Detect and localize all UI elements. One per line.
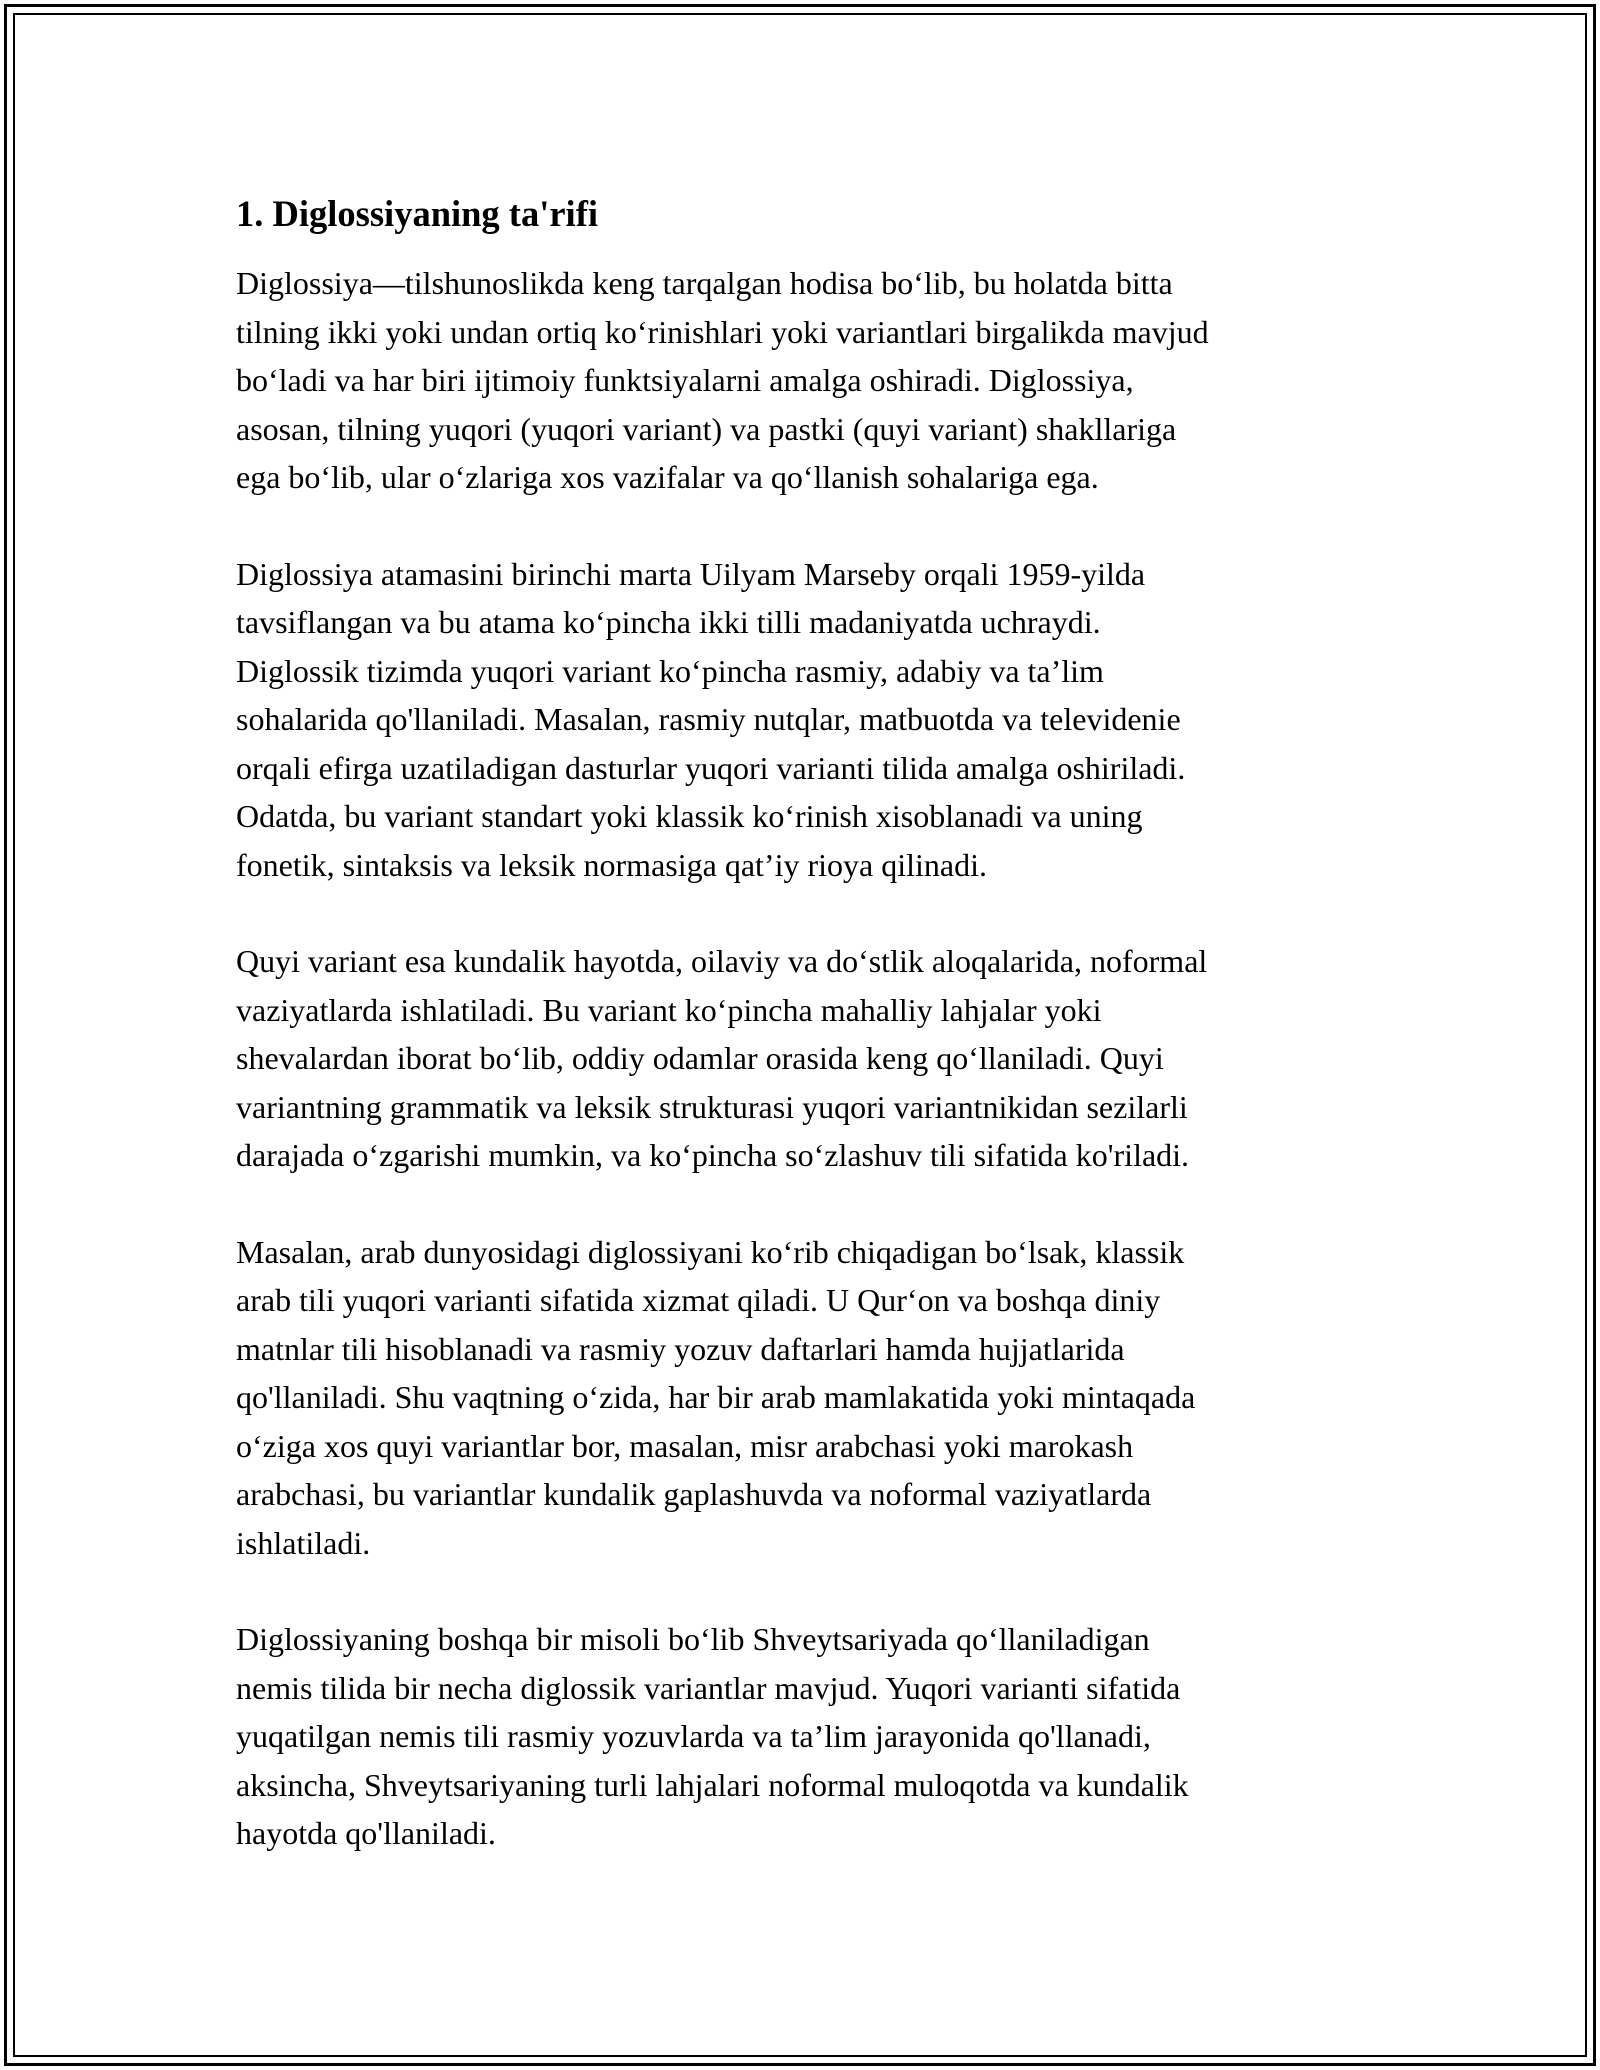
text-line: ega bo‘lib, ular o‘zlariga xos vazifalar va qo‘llanish sohalariga ega. <box>236 459 1099 495</box>
text-line: ishlatiladi. <box>236 1524 371 1561</box>
paragraph-history <box>236 550 1366 890</box>
text-line: vaziyatlarda ishlatiladi. Bu variant ko‘pincha mahalliy lahjalar yoki <box>236 991 1102 1028</box>
text-line: shevalardan iborat bo‘lib, oddiy odamlar orasida keng qo‘llaniladi. Quyi <box>236 1040 1164 1076</box>
text-line: Diglossiyaning boshqa bir misoli bo‘lib Shveytsariyada qo‘llaniladigan <box>236 1621 1150 1657</box>
text-line: asosan, tilning yuqori (yuqori variant) va pastki (quyi variant) shakllariga <box>236 410 1177 447</box>
text-line: nemis tilida bir necha diglossik variantlar mavjud. Yuqori varianti sifatida <box>236 1669 1181 1706</box>
paragraph-swiss-example <box>236 1615 1366 1858</box>
text-line: sohalarida qo'llaniladi. Masalan, rasmiy nutqlar, matbuotda va televidenie <box>236 701 1181 737</box>
text-line: fonetik, sintaksis va leksik normasiga qat’iy rioya qilinadi. <box>236 846 987 883</box>
text-line: Diglossik tizimda yuqori variant ko‘pincha rasmiy, adabiy va ta’lim <box>236 652 1104 689</box>
document-body <box>236 190 1366 1906</box>
text-line: matnlar tili hisoblanadi va rasmiy yozuv daftarlari hamda hujjatlarida <box>236 1330 1125 1367</box>
text-line: yuqatilgan nemis tili rasmiy yozuvlarda va ta’lim jarayonida qo'llanadi, <box>236 1718 1151 1754</box>
text-line: Diglossiya—tilshunoslikda keng tarqalgan hodisa bo‘lib, bu holatda bitta <box>236 265 1173 301</box>
text-line: Quyi variant esa kundalik hayotda, oilaviy va do‘stlik aloqalarida, noformal <box>236 943 1208 979</box>
paragraph-arabic-example <box>236 1228 1366 1568</box>
text-line: tilning ikki yoki undan ortiq ko‘rinishlari yoki variantlari birgalikda mavjud <box>236 313 1209 350</box>
paragraph-definition <box>236 259 1366 502</box>
text-line: tavsiflangan va bu atama ko‘pincha ikki tilli madaniyatda uchraydi. <box>236 604 1101 640</box>
paragraph-low-variant <box>236 937 1366 1180</box>
text-line: variantning grammatik va leksik strukturasi yuqori variantnikidan sezilarli <box>236 1088 1188 1125</box>
text-line: orqali efirga uzatiladigan dasturlar yuqori varianti tilida amalga oshiriladi. <box>236 749 1186 786</box>
text-line: arabchasi, bu variantlar kundalik gaplashuvda va noformal vaziyatlarda <box>236 1476 1152 1512</box>
section-heading: 1. Diglossiyaning ta'rifi <box>236 193 598 234</box>
text-line: hayotda qo'llaniladi. <box>236 1815 496 1851</box>
text-line: darajada o‘zgarishi mumkin, va ko‘pincha so‘zlashuv tili sifatida ko'riladi. <box>236 1137 1190 1173</box>
text-line: arab tili yuqori varianti sifatida xizmat qiladi. U Qur‘on va boshqa diniy <box>236 1282 1161 1318</box>
text-line: Odatda, bu variant standart yoki klassik ko‘rinish xisoblanadi va uning <box>236 798 1143 834</box>
text-line: bo‘ladi va har biri ijtimoiy funktsiyalarni amalga oshiradi. Diglossiya, <box>236 362 1134 398</box>
text-line: Diglossiya atamasini birinchi marta Uilyam Marseby orqali 1959-yilda <box>236 555 1146 592</box>
text-line: qo'llaniladi. Shu vaqtning o‘zida, har bir arab mamlakatida yoki mintaqada <box>236 1379 1196 1415</box>
text-line: Masalan, arab dunyosidagi diglossiyani ko‘rib chiqadigan bo‘lsak, klassik <box>236 1233 1185 1270</box>
text-line: o‘ziga xos quyi variantlar bor, masalan, misr arabchasi yoki marokash <box>236 1427 1134 1464</box>
text-line: aksincha, Shveytsariyaning turli lahjalari noformal muloqotda va kundalik <box>236 1766 1189 1803</box>
